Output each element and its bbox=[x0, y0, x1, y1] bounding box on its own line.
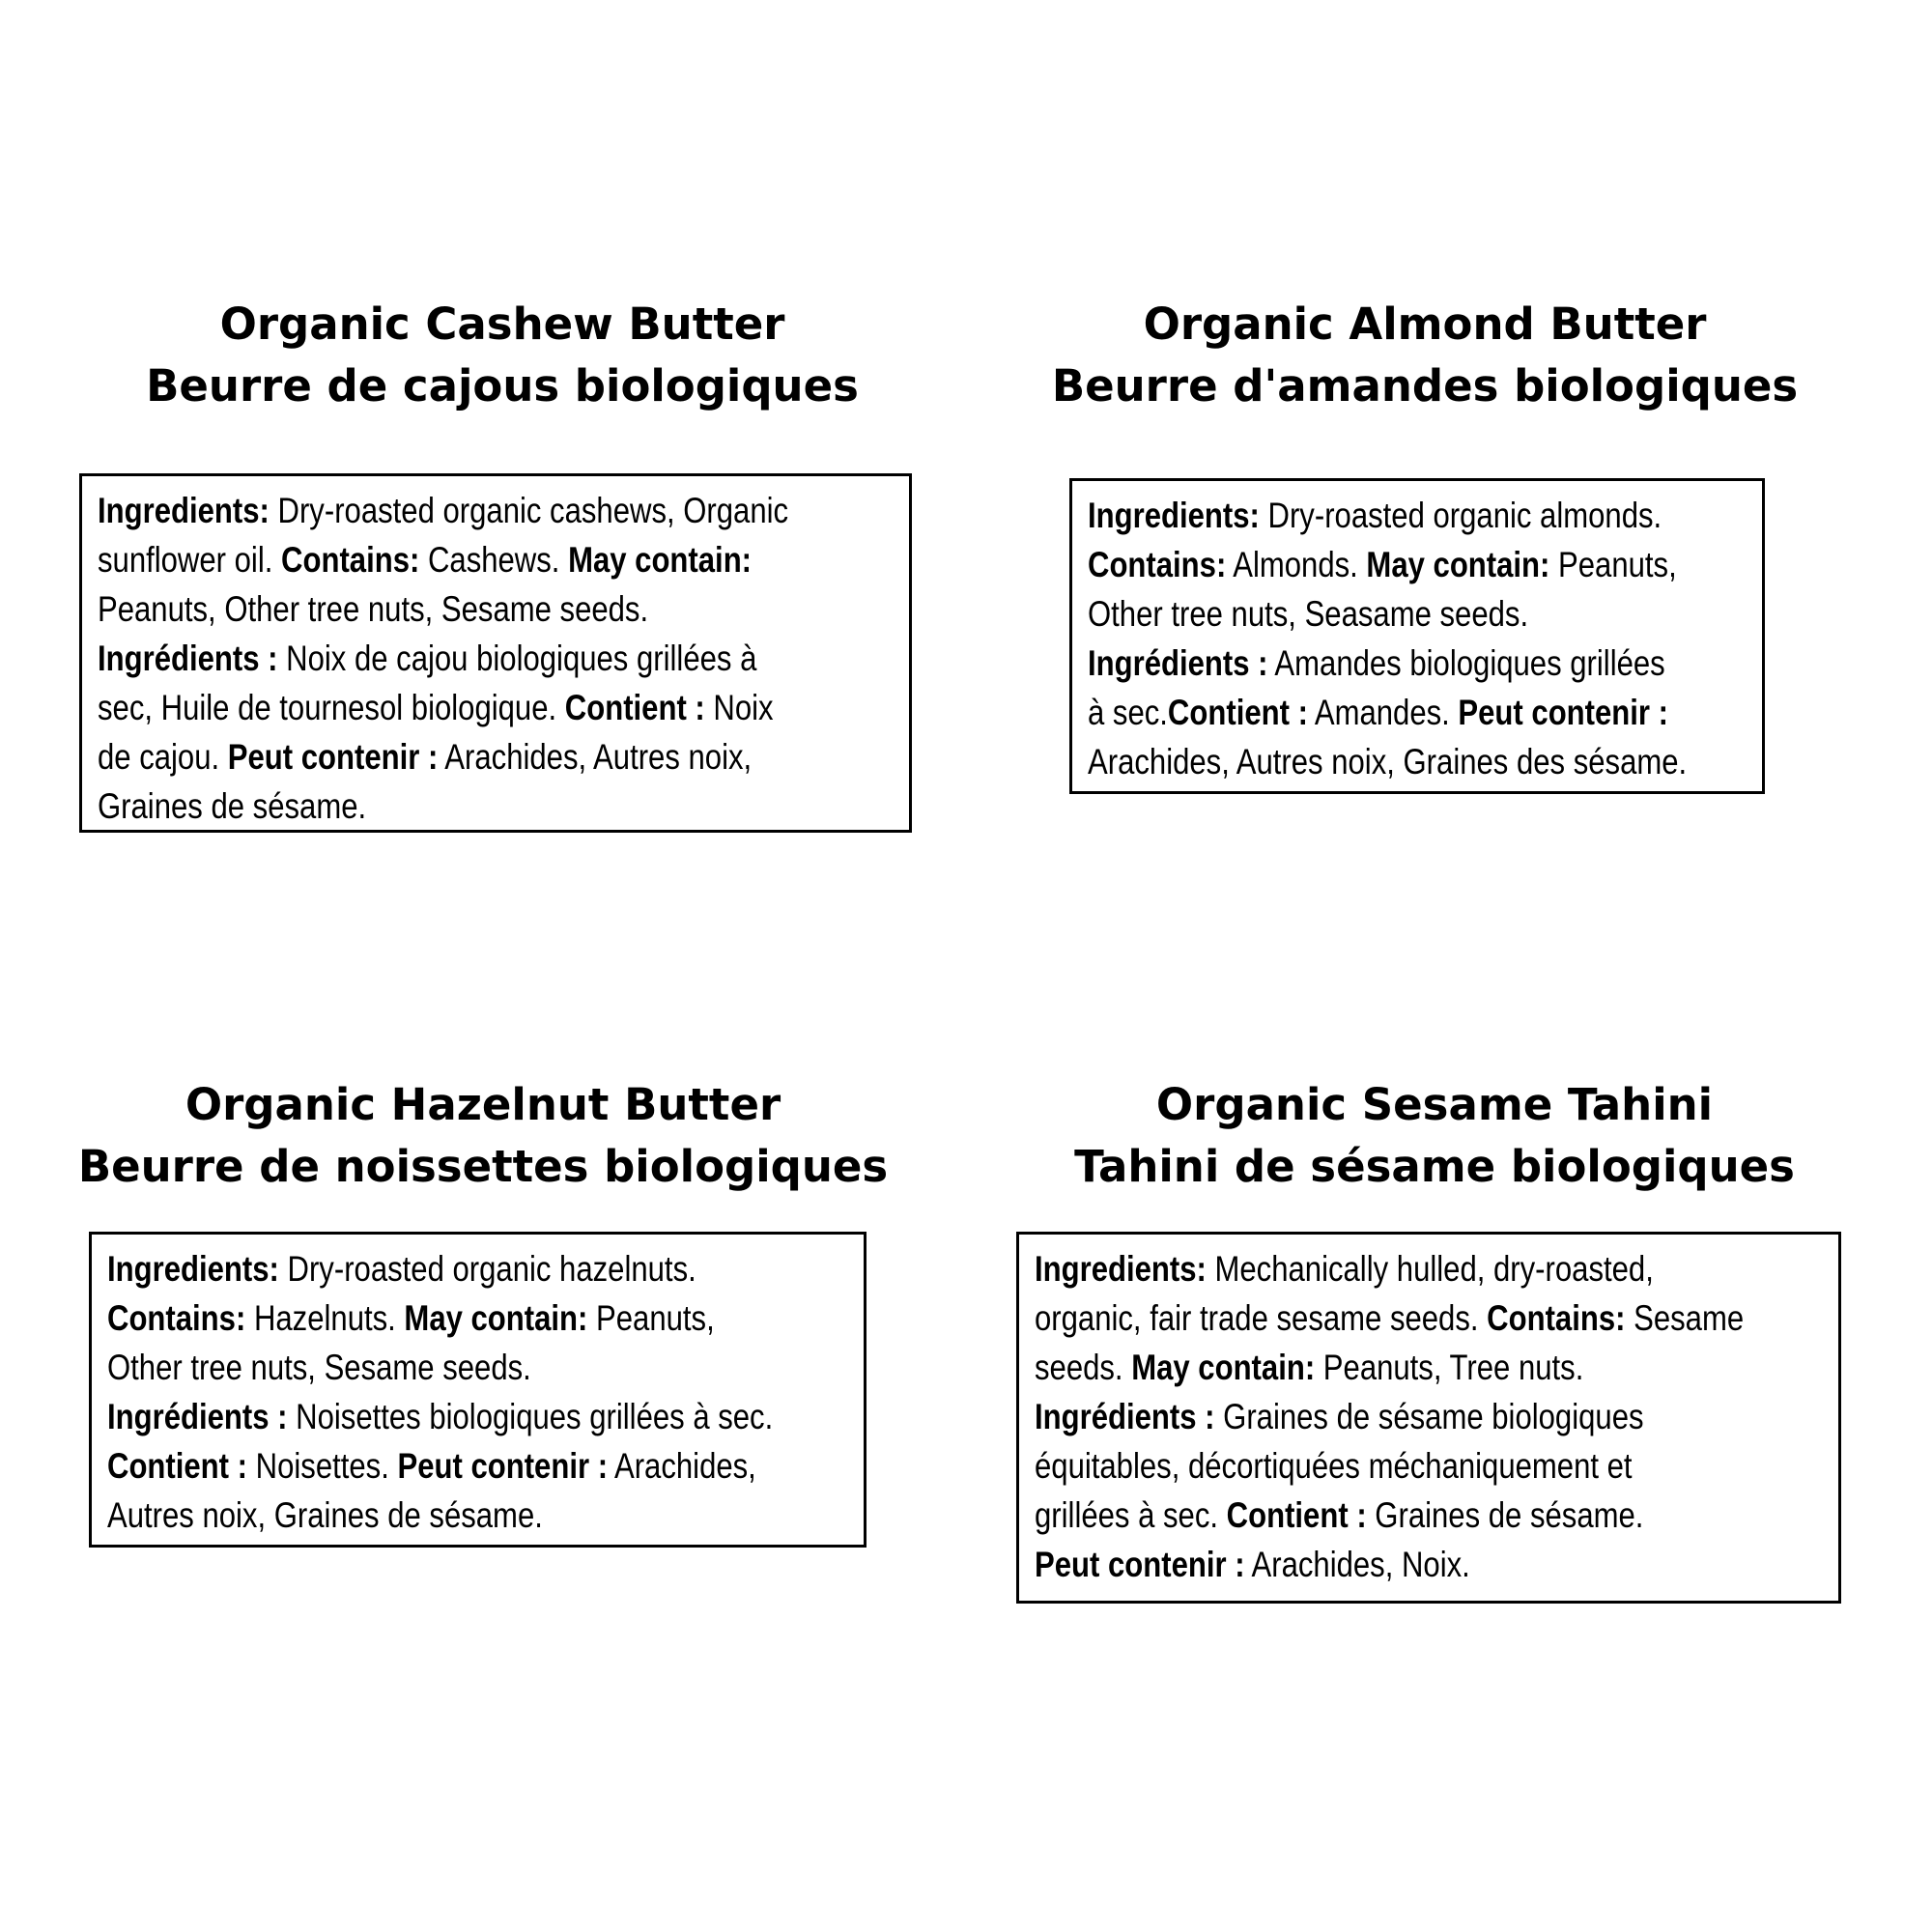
ingredient-heading: Peut contenir : bbox=[397, 1446, 609, 1486]
cashew-ingredients-box bbox=[79, 473, 912, 833]
ingredient-heading: May contain: bbox=[404, 1298, 588, 1338]
ingredient-text: Dry-roasted organic hazelnuts. bbox=[278, 1249, 696, 1289]
ingredient-text: Graines de sésame. bbox=[98, 786, 367, 826]
ingredient-text: Other tree nuts, Sesame seeds. bbox=[107, 1348, 531, 1387]
ingredient-line bbox=[107, 1244, 773, 1293]
almond-ingredients-box bbox=[1069, 478, 1765, 794]
almond-title bbox=[966, 294, 1884, 417]
cashew-title-en: Organic Cashew Butter bbox=[219, 298, 785, 350]
ingredient-line bbox=[98, 683, 788, 732]
ingredient-text: Graines de sésame biologiques bbox=[1214, 1397, 1644, 1436]
ingredient-text: Arachides, bbox=[608, 1446, 756, 1486]
ingredient-line bbox=[98, 634, 788, 683]
ingredient-line bbox=[1035, 1392, 1744, 1441]
ingredient-heading: Contient : bbox=[107, 1446, 248, 1486]
tahini-ingredients-box bbox=[1016, 1232, 1841, 1604]
ingredient-heading: Contains: bbox=[1487, 1298, 1626, 1338]
ingredient-line bbox=[107, 1392, 773, 1441]
ingredient-line bbox=[1088, 589, 1687, 639]
ingredient-line bbox=[1088, 737, 1687, 786]
hazelnut-title-en: Organic Hazelnut Butter bbox=[185, 1079, 781, 1130]
cashew-title-fr: Beurre de cajous biologiques bbox=[146, 360, 859, 412]
ingredient-line bbox=[107, 1343, 773, 1392]
hazelnut-ingredients-box bbox=[89, 1232, 867, 1548]
ingredient-heading: May contain: bbox=[1366, 545, 1550, 584]
hazelnut-title bbox=[19, 1074, 947, 1198]
ingredient-heading: Ingrédients : bbox=[1035, 1397, 1215, 1436]
ingredient-text: de cajou. bbox=[98, 737, 228, 777]
ingredient-line bbox=[98, 486, 788, 535]
ingredient-heading: May contain: bbox=[568, 540, 753, 580]
ingredient-text: Noisettes. bbox=[247, 1446, 398, 1486]
ingredient-text: Peanuts, bbox=[1549, 545, 1677, 584]
ingredient-text: à sec. bbox=[1088, 693, 1168, 732]
ingredient-text: Cashews. bbox=[419, 540, 569, 580]
ingredient-text: Noix de cajou biologiques grillées à bbox=[277, 639, 757, 678]
ingredient-text: Almonds. bbox=[1226, 545, 1367, 584]
ingredient-line bbox=[1088, 491, 1687, 540]
ingredient-text: grillées à sec. bbox=[1035, 1495, 1227, 1535]
ingredient-text: seeds. bbox=[1035, 1348, 1132, 1387]
ingredient-heading: Contains: bbox=[107, 1298, 246, 1338]
ingredient-heading: Contient : bbox=[564, 688, 705, 727]
ingredient-line bbox=[107, 1293, 773, 1343]
hazelnut-ingredients-text bbox=[107, 1244, 773, 1540]
ingredient-text: Mechanically hulled, dry-roasted, bbox=[1206, 1249, 1654, 1289]
ingredient-line bbox=[1035, 1441, 1744, 1491]
ingredient-heading: Contains: bbox=[281, 540, 420, 580]
ingredient-text: Other tree nuts, Seasame seeds. bbox=[1088, 594, 1529, 634]
ingredient-text: équitables, décortiquées méchaniquement et bbox=[1035, 1446, 1633, 1486]
ingredient-heading: Peut contenir : bbox=[227, 737, 439, 777]
ingredient-line bbox=[1035, 1293, 1744, 1343]
ingredient-heading: Contient : bbox=[1226, 1495, 1367, 1535]
ingredient-line bbox=[1035, 1491, 1744, 1540]
ingredient-heading: Peut contenir : bbox=[1035, 1545, 1245, 1584]
ingredient-text: Peanuts, bbox=[587, 1298, 715, 1338]
ingredient-heading: May contain: bbox=[1131, 1348, 1316, 1387]
hazelnut-title-fr: Beurre de noissettes biologiques bbox=[77, 1141, 889, 1192]
ingredient-text: Amandes. bbox=[1307, 693, 1459, 732]
tahini-title bbox=[966, 1074, 1903, 1198]
ingredient-text: Sesame bbox=[1625, 1298, 1745, 1338]
ingredient-text: Graines de sésame. bbox=[1366, 1495, 1644, 1535]
tahini-title-en: Organic Sesame Tahini bbox=[1155, 1079, 1714, 1130]
ingredient-heading: Ingrédients : bbox=[107, 1397, 288, 1436]
tahini-title-fr: Tahini de sésame biologiques bbox=[1074, 1141, 1795, 1192]
ingredient-heading: Ingredients: bbox=[1035, 1249, 1207, 1289]
ingredient-line bbox=[1035, 1244, 1744, 1293]
ingredient-heading: Contient : bbox=[1167, 693, 1308, 732]
ingredient-heading: Ingrédients : bbox=[1088, 643, 1268, 683]
ingredient-text: Amandes biologiques grillées bbox=[1267, 643, 1665, 683]
ingredient-text: Dry-roasted organic cashews, Organic bbox=[269, 491, 789, 530]
ingredient-text: Peanuts, Other tree nuts, Sesame seeds. bbox=[98, 589, 649, 629]
ingredient-text: Hazelnuts. bbox=[245, 1298, 405, 1338]
ingredient-line bbox=[107, 1491, 773, 1540]
ingredient-line bbox=[1035, 1540, 1744, 1589]
ingredient-line bbox=[1035, 1343, 1744, 1392]
ingredient-line bbox=[98, 584, 788, 634]
tahini-ingredients-text bbox=[1035, 1244, 1744, 1589]
ingredient-text: Noix bbox=[704, 688, 774, 727]
ingredient-text: organic, fair trade sesame seeds. bbox=[1035, 1298, 1488, 1338]
ingredient-text: Autres noix, Graines de sésame. bbox=[107, 1495, 543, 1535]
cashew-title bbox=[39, 294, 966, 417]
ingredient-line bbox=[98, 781, 788, 831]
ingredient-line bbox=[107, 1441, 773, 1491]
ingredient-text: sunflower oil. bbox=[98, 540, 282, 580]
ingredient-text: Dry-roasted organic almonds. bbox=[1259, 496, 1662, 535]
almond-title-en: Organic Almond Butter bbox=[1143, 298, 1707, 350]
almond-ingredients-text bbox=[1088, 491, 1687, 786]
ingredient-text: Peanuts, Tree nuts. bbox=[1315, 1348, 1584, 1387]
ingredient-line bbox=[1088, 688, 1687, 737]
ingredient-heading: Peut contenir : bbox=[1458, 693, 1669, 732]
ingredient-text: Arachides, Noix. bbox=[1244, 1545, 1470, 1584]
ingredient-line bbox=[98, 732, 788, 781]
ingredient-line bbox=[1088, 540, 1687, 589]
ingredient-text: Noisettes biologiques grillées à sec. bbox=[287, 1397, 774, 1436]
ingredient-heading: Contains: bbox=[1088, 545, 1227, 584]
cashew-ingredients-text bbox=[98, 486, 788, 831]
ingredient-heading: Ingredients: bbox=[98, 491, 270, 530]
ingredient-line bbox=[98, 535, 788, 584]
ingredient-text: sec, Huile de tournesol biologique. bbox=[98, 688, 565, 727]
ingredient-text: Arachides, Autres noix, bbox=[438, 737, 753, 777]
ingredient-heading: Ingrédients : bbox=[98, 639, 278, 678]
ingredient-heading: Ingredients: bbox=[107, 1249, 279, 1289]
ingredient-line bbox=[1088, 639, 1687, 688]
almond-title-fr: Beurre d'amandes biologiques bbox=[1051, 360, 1799, 412]
ingredient-heading: Ingredients: bbox=[1088, 496, 1260, 535]
ingredient-text: Arachides, Autres noix, Graines des sésame. bbox=[1088, 742, 1688, 781]
